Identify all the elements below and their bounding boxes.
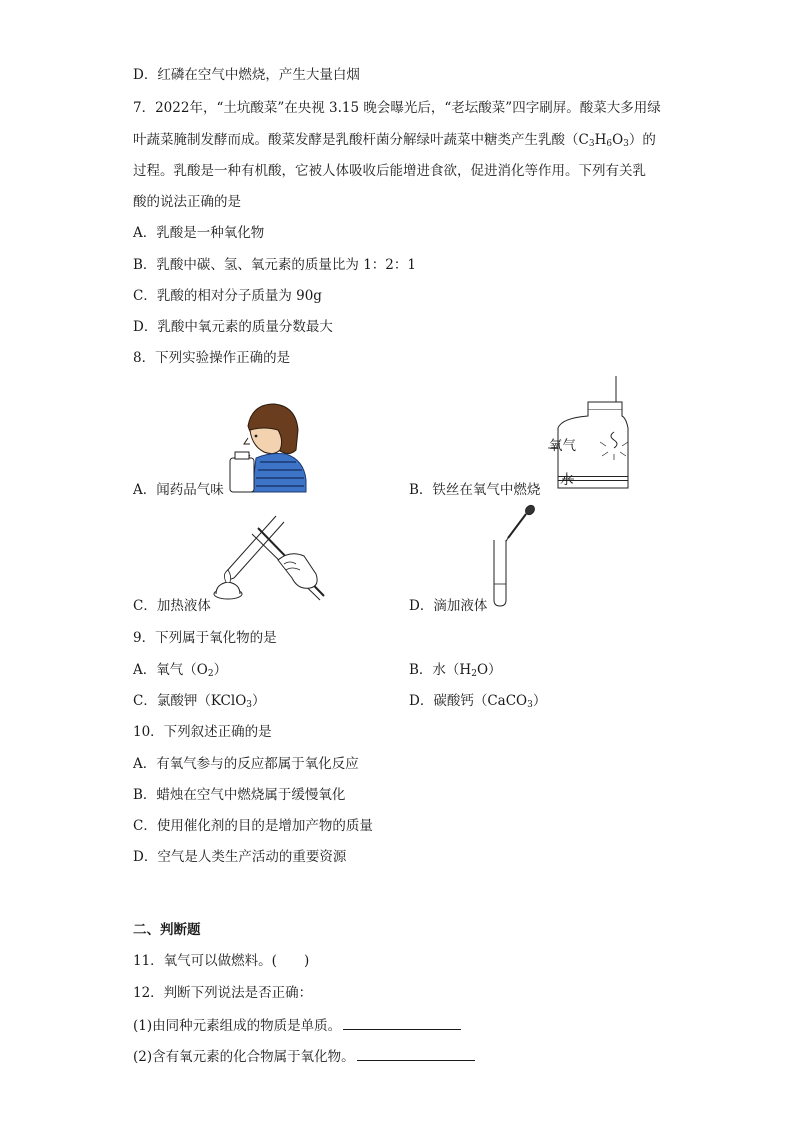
q9a-text: ） (213, 662, 228, 678)
q9c-text: C．氯酸钾（KClO (133, 693, 247, 709)
q12-item-2-text: (2)含有氧元素的化合物属于氧化物。 (133, 1049, 355, 1065)
q7-option-a: A．乳酸是一种氧化物 (133, 225, 265, 241)
q8-option-c: C．加热液体 (133, 598, 211, 614)
q12-item-1-text: (1)由同种元素组成的物质是单质。 (133, 1018, 342, 1034)
q7-stem-text: ）的 (628, 132, 656, 148)
q10-option-c: C．使用催化剂的目的是增加产物的质量 (133, 818, 373, 834)
q7-option-b: B．乳酸中碳、氢、氧元素的质量比为 1：2：1 (133, 257, 416, 273)
q7-option-c: C．乳酸的相对分子质量为 90g (133, 288, 322, 304)
q10-stem: 10．下列叙述正确的是 (133, 724, 272, 740)
q7-formula-part: O (612, 132, 624, 148)
q9-option-d (409, 692, 546, 710)
q10-option-d: D．空气是人类生产活动的重要资源 (133, 849, 347, 865)
q8-option-d: D．滴加液体 (409, 598, 488, 614)
section-heading: 二、判断题 (133, 922, 201, 938)
q11: 11．氧气可以做燃料。( ) (133, 953, 310, 969)
dropping-liquid-illustration (486, 504, 536, 608)
smell-chemical-illustration (226, 400, 308, 494)
q10-option-b: B．蜡烛在空气中燃烧属于缓慢氧化 (133, 787, 346, 803)
q9b-sub: 2 (471, 669, 477, 679)
q7-formula-sub: 3 (588, 139, 595, 149)
q8b-label-oxygen: 氧气 (549, 438, 576, 454)
q6-option-d: D．红磷在空气中燃烧，产生大量白烟 (133, 67, 360, 83)
q9c-text: ） (252, 693, 266, 709)
q10-option-a: A．有氧气参与的反应都属于氧化反应 (133, 756, 359, 772)
q8b-label-water: 水 (560, 472, 574, 488)
q7-stem-line3: 过程。乳酸是一种有机酸，它被人体吸收后能增进食欲，促进消化等作用。下列有关乳 (133, 163, 646, 179)
q9b-text: B．水（H (409, 662, 472, 678)
q7-option-d: D．乳酸中氧元素的质量分数最大 (133, 319, 333, 335)
heating-liquid-illustration (212, 508, 332, 604)
q8-option-b: B．铁丝在氧气中燃烧 (409, 482, 541, 498)
q9d-sub: 3 (527, 700, 533, 710)
q7-formula-sub: 6 (606, 139, 613, 149)
q8-stem: 8．下列实验操作正确的是 (133, 350, 291, 366)
q9a-text: A．氧气（O (133, 662, 208, 678)
answer-blank[interactable] (357, 1046, 475, 1061)
q9d-text: D．碳酸钙（CaCO (409, 693, 528, 709)
q12-stem: 12．判断下列说法是否正确： (133, 985, 313, 1001)
q7-formula-sub: 3 (623, 139, 629, 149)
q7-stem-line2 (133, 131, 656, 149)
q8-option-a: A．闻药品气味 (133, 482, 224, 498)
answer-blank[interactable] (343, 1015, 461, 1030)
q9b-text: O） (476, 662, 502, 678)
q9-option-c (133, 692, 266, 710)
q12-item-1 (133, 1015, 461, 1035)
q7-stem-line1: 7．2022年，“土坑酸菜”在央视 3.15 晚会曝光后，“老坛酸菜”四字刷屏。酸菜大多用绿 (133, 100, 661, 116)
q9-option-b (409, 661, 502, 679)
q9c-sub: 3 (246, 700, 253, 710)
q9-option-a (133, 661, 227, 679)
q7-formula-part: H (594, 132, 607, 148)
q7-stem-text: 叶蔬菜腌制发酵而成。酸菜发酵是乳酸杆菌分解绿叶蔬菜中糖类产生乳酸（C (133, 132, 589, 148)
q7-stem-line4: 酸的说法正确的是 (133, 194, 241, 210)
q9a-sub: 2 (207, 669, 214, 679)
q9-stem: 9．下列属于氧化物的是 (133, 630, 277, 646)
q12-item-2 (133, 1046, 475, 1066)
q9d-text: ） (532, 693, 547, 709)
